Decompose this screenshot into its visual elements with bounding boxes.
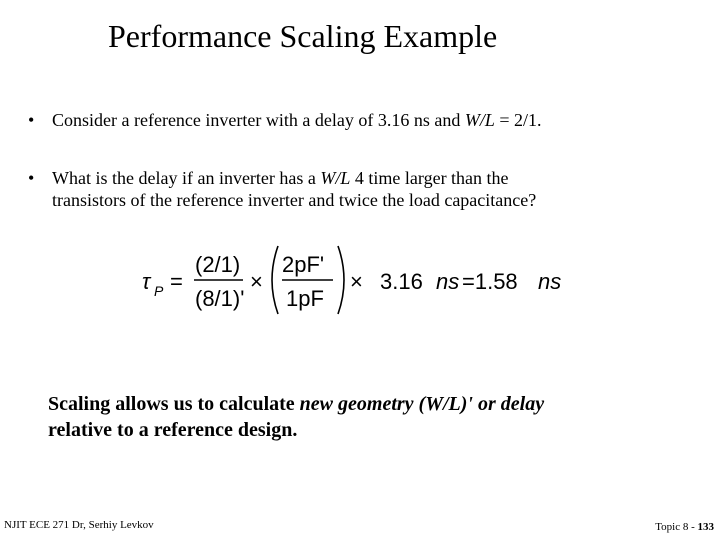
slide-title: Performance Scaling Example <box>108 18 498 54</box>
left-big-paren <box>272 246 278 314</box>
equation-graphic <box>140 240 580 320</box>
scaling-note <box>48 391 544 443</box>
scaling-note-line2: relative to a reference design. <box>48 419 298 441</box>
times-sign-2: × <box>350 269 363 294</box>
fraction2-numerator: 2pF' <box>282 252 325 277</box>
bullet-text <box>52 109 542 131</box>
bullet-text-part: Consider a reference inverter with a delay of 3.16 ns and <box>52 110 465 130</box>
bullet-text <box>52 167 536 211</box>
result-value: =1.58 <box>462 269 518 294</box>
bullet-text-part: What is the delay if an inverter has a <box>52 168 321 188</box>
fraction1-numerator: (2/1) <box>195 252 241 277</box>
fraction2-denominator: 1pF <box>286 286 324 311</box>
footer-course-info: NJIT ECE 271 Dr, Serhiy Levkov <box>4 519 154 531</box>
times-sign: × <box>250 269 263 294</box>
bullet-text-part: = 2/1. <box>494 110 542 130</box>
reference-delay-value: 3.16 <box>380 269 423 294</box>
scaling-equation <box>140 240 580 320</box>
footer-page-number <box>655 521 714 533</box>
scaling-note-text: Scaling allows us to calculate <box>48 393 300 415</box>
bullet-dot: • <box>28 110 35 130</box>
bullet-dot: • <box>28 168 35 188</box>
unit-ns: ns <box>436 269 460 294</box>
scaling-note-italic: new geometry (W/L)' or delay <box>299 393 545 415</box>
tau-symbol: τ <box>142 269 151 294</box>
bullet-text-part: 4 time larger than the <box>350 168 509 188</box>
wl-ratio-italic: W/L <box>320 168 351 188</box>
fraction1-denominator: (8/1)' <box>195 286 245 311</box>
tau-subscript: P <box>154 283 164 299</box>
equals-sign: = <box>170 269 183 294</box>
unit-ns-2: ns <box>538 269 562 294</box>
footer-topic-label: Topic 8 - <box>655 521 698 533</box>
wl-ratio-italic: W/L <box>464 110 495 130</box>
bullet-text-line2: transistors of the reference inverter and twice the load capacitance? <box>52 190 537 210</box>
footer-page: 133 <box>697 521 714 533</box>
right-big-paren <box>338 246 344 314</box>
